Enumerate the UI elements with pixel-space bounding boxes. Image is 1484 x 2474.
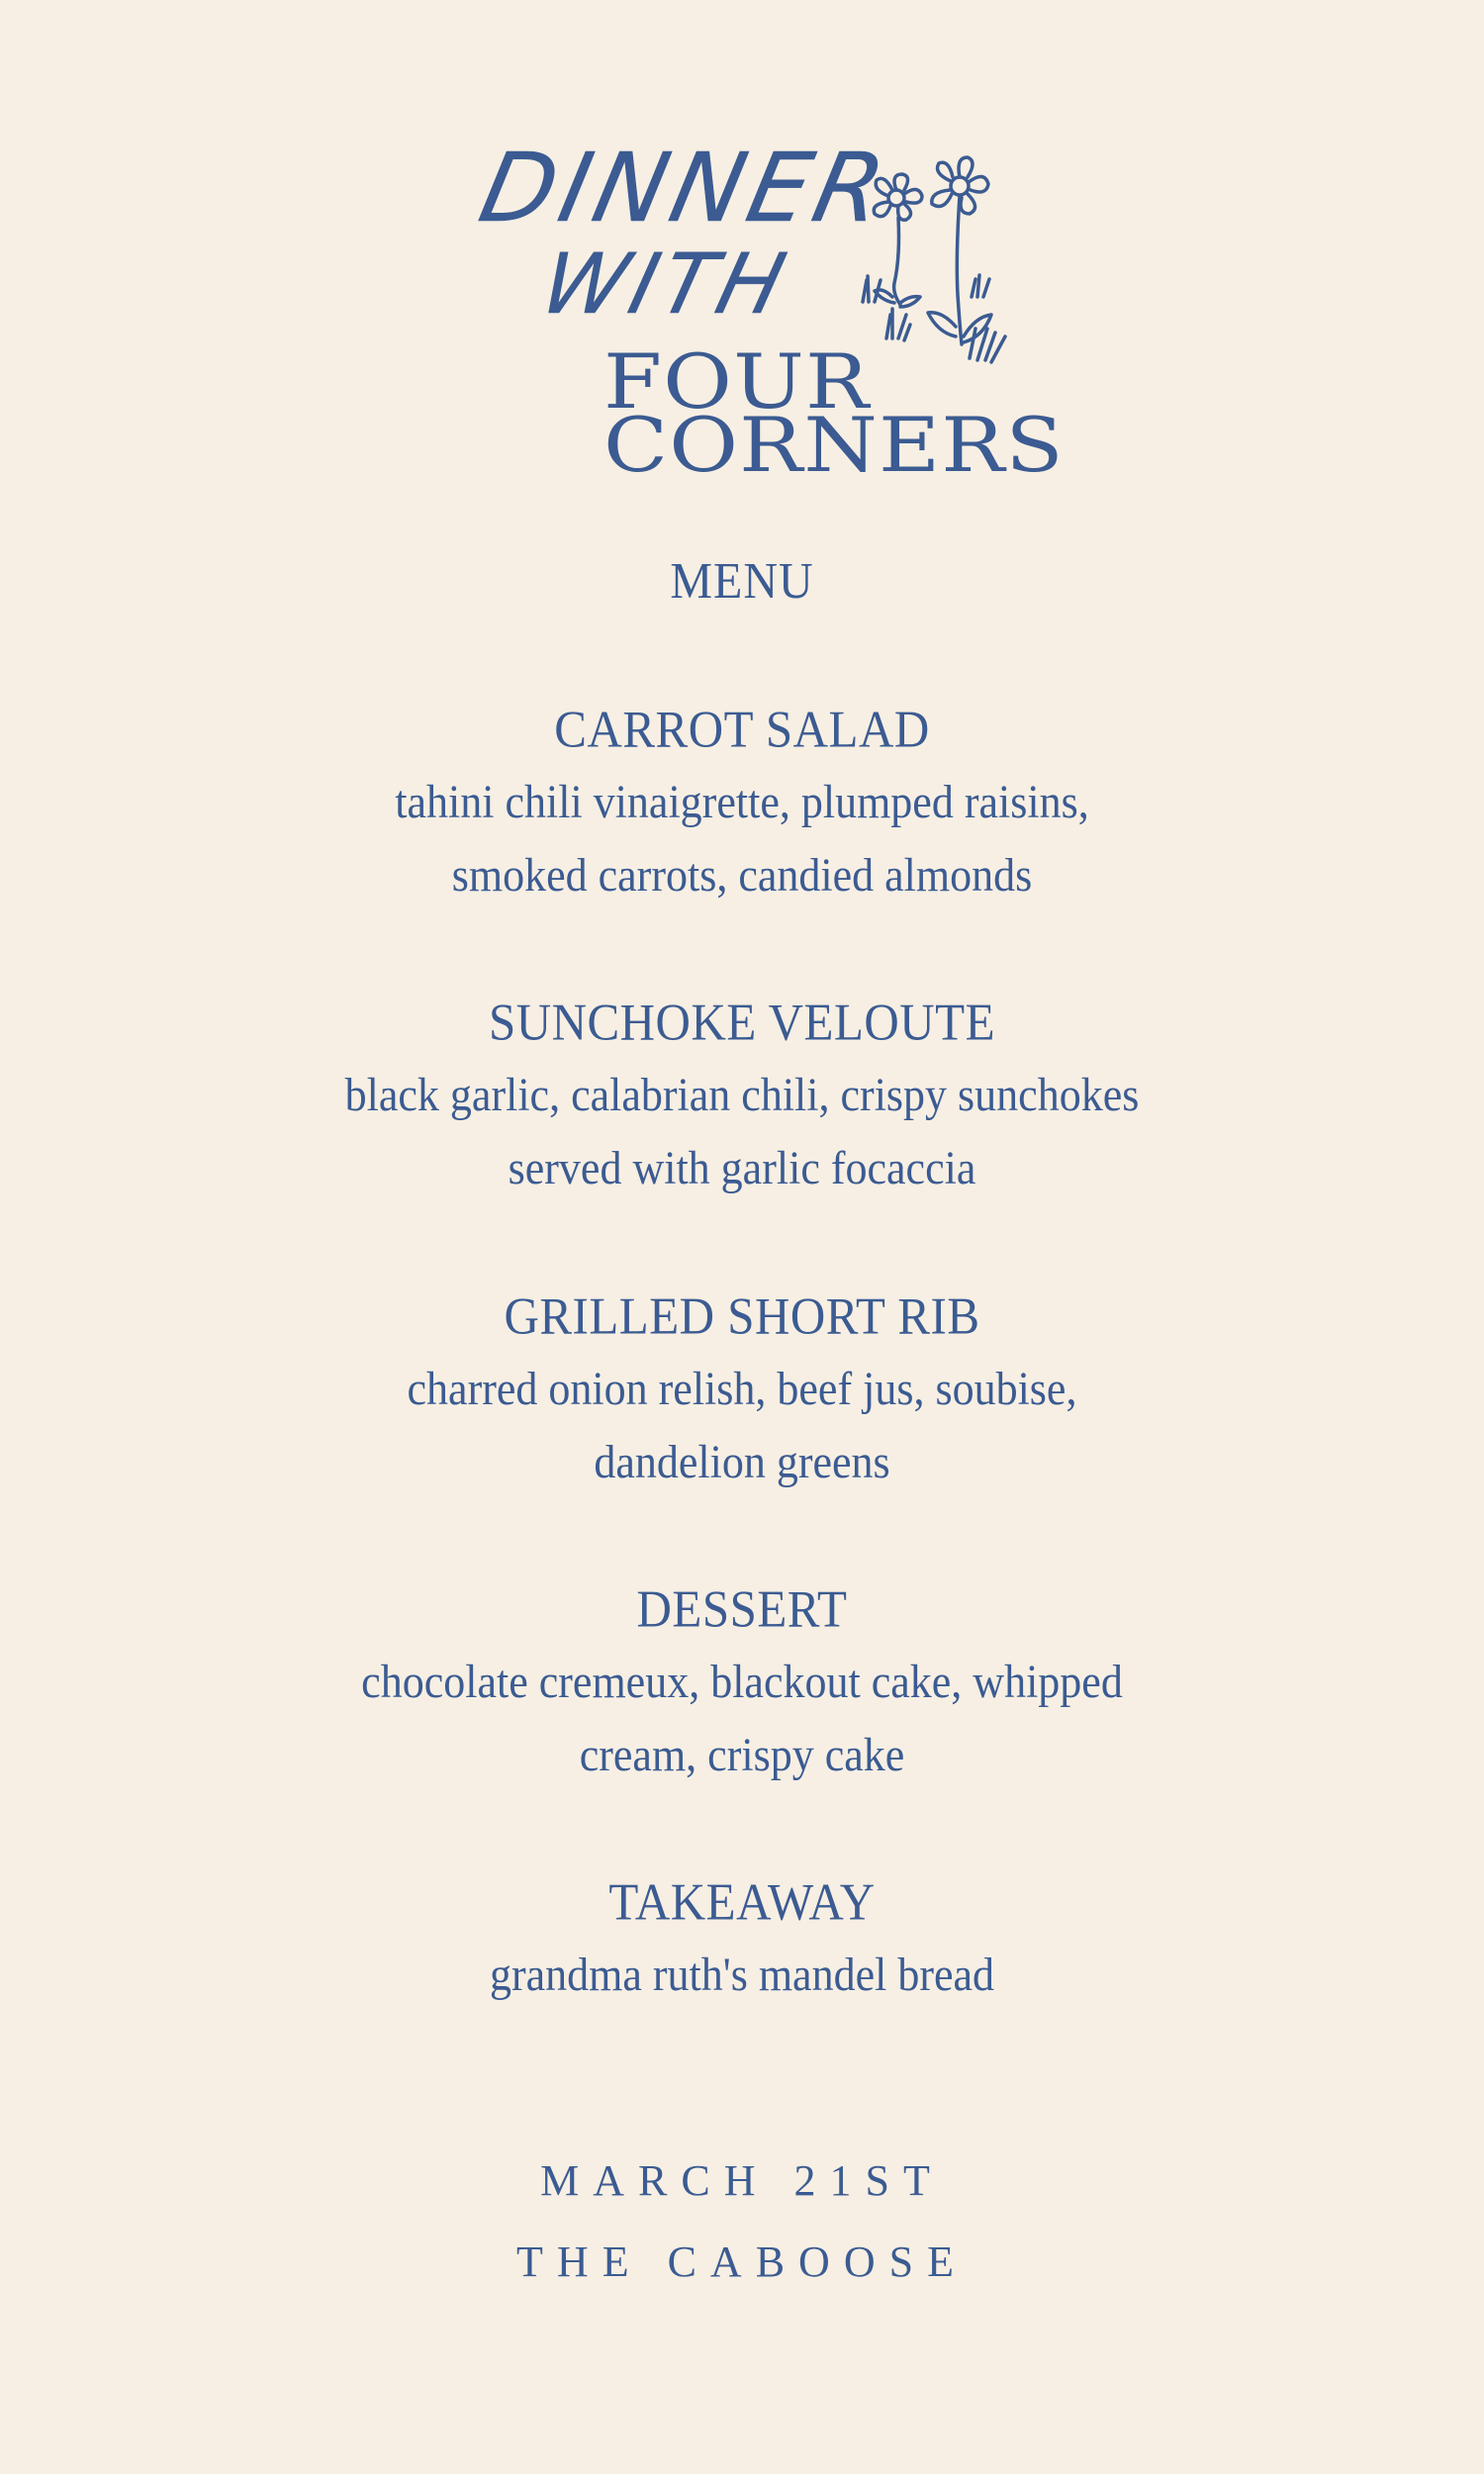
course-dessert [0, 1572, 1484, 1792]
course-description: black garlic, calabrian chili, crispy sunchokes [344, 1069, 1140, 1121]
course-description: chocolate cremeux, blackout cake, whipped [361, 1656, 1123, 1708]
course-description: grandma ruth's mandel bread [489, 1949, 995, 2001]
course-name: DESSERT [636, 1578, 848, 1639]
course-name: SUNCHOKE VELOUTE [488, 992, 996, 1052]
course-description: dandelion greens [594, 1436, 890, 1488]
course-name: CARROT SALAD [554, 699, 930, 759]
course-description: smoked carrots, candied almonds [451, 849, 1033, 902]
course-description: charred onion relish, beef jus, soubise, [407, 1363, 1077, 1415]
grass-doodle-icon [863, 276, 881, 302]
course-grilled-short-rib [0, 1280, 1484, 1499]
logo [465, 129, 1065, 505]
course-description: tahini chili vinaigrette, plumped raisins, [395, 776, 1089, 828]
course-carrot-salad [0, 693, 1484, 912]
course-name: TAKEAWAY [608, 1871, 876, 1932]
course-name: GRILLED SHORT RIB [504, 1285, 980, 1346]
course-sunchoke-veloute [0, 986, 1484, 1205]
course-takeaway [0, 1865, 1484, 2012]
event-date: MARCH 21ST [540, 2156, 944, 2205]
menu-title: MENU [670, 552, 814, 611]
logo-brand-corners: CORNERS [603, 401, 1065, 489]
course-description: served with garlic focaccia [508, 1142, 976, 1194]
course-description: cream, crispy cake [579, 1729, 905, 1781]
logo-script-with: WITH [531, 236, 800, 333]
event-venue: THE CABOOSE [516, 2237, 968, 2286]
logo-brand-four: FOUR [603, 337, 871, 426]
logo-script-dinner: DINNER [471, 133, 900, 243]
